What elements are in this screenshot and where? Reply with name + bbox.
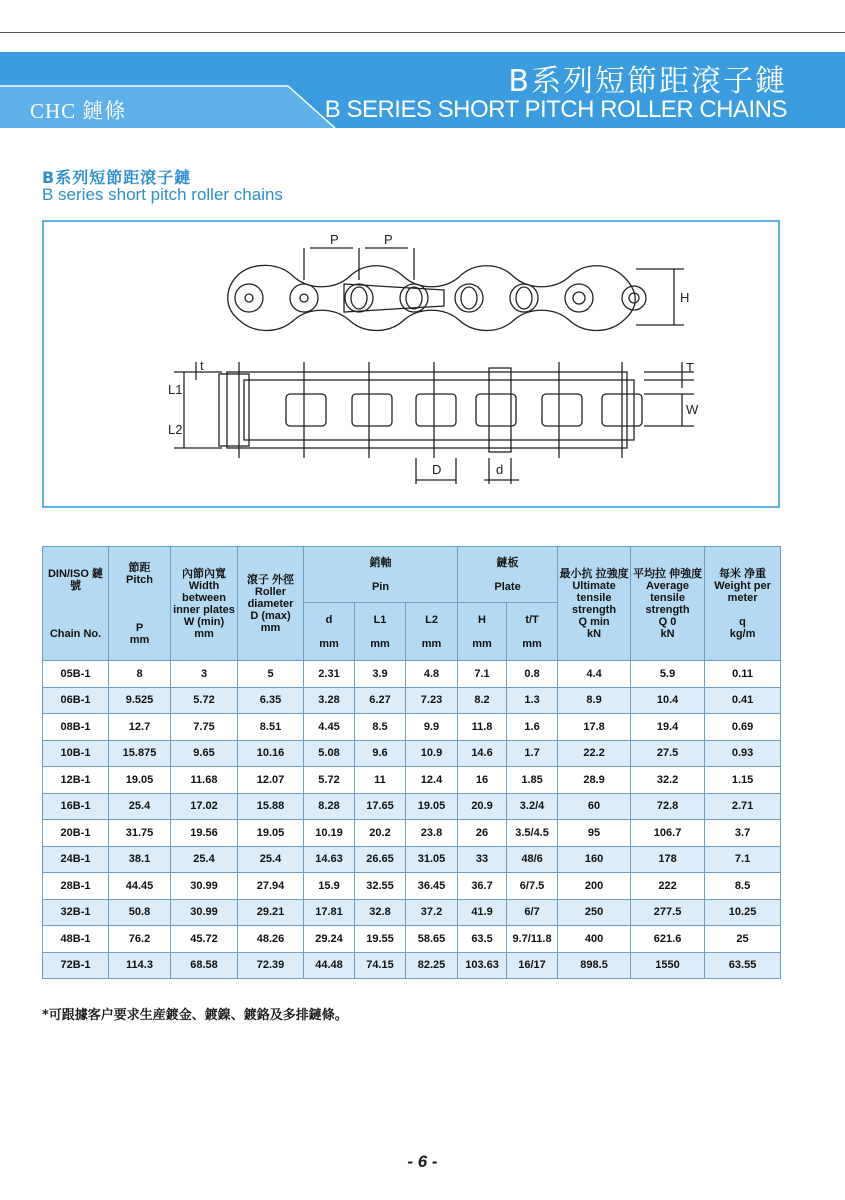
table-cell: 15.9 [304, 873, 355, 900]
table-cell: 36.45 [406, 873, 458, 900]
table-cell: 8.9 [558, 687, 631, 714]
table-cell: 32.55 [355, 873, 406, 900]
table-cell: 36.7 [458, 873, 507, 900]
table-row [43, 873, 781, 900]
footnote: *可跟據客户要求生産鍍金、鍍鎳、鍍鉻及多排鏈條。 [42, 1008, 348, 1023]
col-width: 內節內寬 Width between inner plates W (min) mm [171, 547, 238, 661]
table-cell: 23.8 [406, 820, 458, 847]
col-plate-h: H mm [458, 603, 507, 661]
table-cell: 16/17 [507, 952, 558, 979]
table-cell: 1.15 [705, 767, 781, 794]
col-avg-strength: 平均拉 伸強度 Average tensile strength Q 0 kN [631, 547, 705, 661]
table-cell: 3.7 [705, 820, 781, 847]
table-cell: 10.4 [631, 687, 705, 714]
table-cell: 4.4 [558, 661, 631, 688]
dim-label-p2: P [384, 232, 393, 247]
table-cell: 08B-1 [43, 714, 109, 741]
table-cell: 1550 [631, 952, 705, 979]
table-cell: 4.45 [304, 714, 355, 741]
table-cell: 6.35 [238, 687, 304, 714]
table-row [43, 820, 781, 847]
table-cell: 58.65 [406, 926, 458, 953]
table-cell: 7.23 [406, 687, 458, 714]
table-cell: 10.16 [238, 740, 304, 767]
table-row [43, 714, 781, 741]
col-plate-t: t/T mm [507, 603, 558, 661]
table-row [43, 899, 781, 926]
table-cell: 9.6 [355, 740, 406, 767]
table-cell: 17.02 [171, 793, 238, 820]
table-row [43, 767, 781, 794]
table-cell: 200 [558, 873, 631, 900]
table-cell: 250 [558, 899, 631, 926]
table-cell: 63.55 [705, 952, 781, 979]
table-cell: 05B-1 [43, 661, 109, 688]
table-cell: 72.8 [631, 793, 705, 820]
table-cell: 8.2 [458, 687, 507, 714]
table-cell: 5.9 [631, 661, 705, 688]
table-cell: 10B-1 [43, 740, 109, 767]
brand-label: CHC 鏈條 [30, 99, 127, 123]
dim-label-d: d [496, 462, 504, 477]
col-pin-l1: L1 mm [355, 603, 406, 661]
table-cell: 48.26 [238, 926, 304, 953]
table-cell: 3.9 [355, 661, 406, 688]
table-cell: 3 [171, 661, 238, 688]
table-cell: 160 [558, 846, 631, 873]
table-cell: 32.8 [355, 899, 406, 926]
table-cell: 14.6 [458, 740, 507, 767]
table-cell: 6/7.5 [507, 873, 558, 900]
col-chain-no: DIN/ISO 鏈號 Chain No. [43, 547, 109, 661]
table-row [43, 846, 781, 873]
table-cell: 12.7 [109, 714, 171, 741]
table-cell: 12.07 [238, 767, 304, 794]
table-cell: 44.45 [109, 873, 171, 900]
table-cell: 19.4 [631, 714, 705, 741]
table-cell: 17.8 [558, 714, 631, 741]
spec-table-body [43, 661, 781, 979]
table-cell: 11 [355, 767, 406, 794]
table-cell: 3.28 [304, 687, 355, 714]
table-cell: 16B-1 [43, 793, 109, 820]
table-cell: 0.11 [705, 661, 781, 688]
table-cell: 27.5 [631, 740, 705, 767]
dim-label-w: W [686, 402, 699, 417]
table-cell: 20.9 [458, 793, 507, 820]
table-cell: 8.51 [238, 714, 304, 741]
dim-label-l2: L2 [168, 422, 183, 437]
table-cell: 14.63 [304, 846, 355, 873]
table-cell: 15.875 [109, 740, 171, 767]
table-cell: 25 [705, 926, 781, 953]
table-cell: 17.81 [304, 899, 355, 926]
table-cell: 32B-1 [43, 899, 109, 926]
table-cell: 25.4 [109, 793, 171, 820]
table-cell: 106.7 [631, 820, 705, 847]
table-cell: 6.27 [355, 687, 406, 714]
table-cell: 24B-1 [43, 846, 109, 873]
table-cell: 5 [238, 661, 304, 688]
table-cell: 8.5 [705, 873, 781, 900]
table-cell: 29.24 [304, 926, 355, 953]
table-cell: 72B-1 [43, 952, 109, 979]
table-cell: 37.2 [406, 899, 458, 926]
table-cell: 26.65 [355, 846, 406, 873]
table-cell: 7.1 [458, 661, 507, 688]
header-title-en: B SERIES SHORT PITCH ROLLER CHAINS [324, 96, 787, 123]
table-row [43, 793, 781, 820]
table-cell: 31.75 [109, 820, 171, 847]
table-cell: 10.9 [406, 740, 458, 767]
table-cell: 10.25 [705, 899, 781, 926]
table-cell: 5.72 [304, 767, 355, 794]
table-cell: 06B-1 [43, 687, 109, 714]
table-cell: 31.05 [406, 846, 458, 873]
table-cell: 114.3 [109, 952, 171, 979]
top-rule [0, 32, 845, 33]
table-cell: 20.2 [355, 820, 406, 847]
table-cell: 38.1 [109, 846, 171, 873]
table-cell: 2.31 [304, 661, 355, 688]
table-cell: 1.7 [507, 740, 558, 767]
table-cell: 3.5/4.5 [507, 820, 558, 847]
table-cell: 74.15 [355, 952, 406, 979]
table-cell: 68.58 [171, 952, 238, 979]
table-cell: 1.3 [507, 687, 558, 714]
dim-label-t: t [200, 358, 204, 373]
table-cell: 26 [458, 820, 507, 847]
table-cell: 10.19 [304, 820, 355, 847]
dim-label-D: D [432, 462, 442, 477]
table-cell: 0.41 [705, 687, 781, 714]
table-cell: 30.99 [171, 873, 238, 900]
dim-label-l1: L1 [168, 382, 183, 397]
table-cell: 5.72 [171, 687, 238, 714]
page-number: - 6 - [407, 1152, 438, 1171]
table-cell: 22.2 [558, 740, 631, 767]
section-title-cn: B系列短節距滾子鏈 [42, 168, 192, 187]
table-cell: 25.4 [171, 846, 238, 873]
col-pin-l2: L2 mm [406, 603, 458, 661]
table-cell: 898.5 [558, 952, 631, 979]
table-cell: 0.8 [507, 661, 558, 688]
table-cell: 19.05 [406, 793, 458, 820]
table-cell: 41.9 [458, 899, 507, 926]
table-cell: 178 [631, 846, 705, 873]
table-cell: 82.25 [406, 952, 458, 979]
table-cell: 72.39 [238, 952, 304, 979]
table-cell: 19.55 [355, 926, 406, 953]
header-title-cn: B系列短節距滾子鏈 [508, 64, 787, 99]
table-cell: 103.63 [458, 952, 507, 979]
table-cell: 44.48 [304, 952, 355, 979]
table-cell: 1.85 [507, 767, 558, 794]
table-cell: 28B-1 [43, 873, 109, 900]
table-cell: 50.8 [109, 899, 171, 926]
spec-table [42, 546, 781, 979]
table-cell: 19.56 [171, 820, 238, 847]
table-cell: 8.5 [355, 714, 406, 741]
table-cell: 9.9 [406, 714, 458, 741]
table-cell: 400 [558, 926, 631, 953]
table-cell: 20B-1 [43, 820, 109, 847]
col-weight: 每米 净重 Weight per meter q kg/m [705, 547, 781, 661]
table-cell: 0.69 [705, 714, 781, 741]
table-cell: 19.05 [109, 767, 171, 794]
table-cell: 45.72 [171, 926, 238, 953]
table-cell: 25.4 [238, 846, 304, 873]
table-cell: 1.6 [507, 714, 558, 741]
table-cell: 5.08 [304, 740, 355, 767]
table-cell: 2.71 [705, 793, 781, 820]
col-pin-d: d mm [304, 603, 355, 661]
table-cell: 95 [558, 820, 631, 847]
table-row [43, 740, 781, 767]
dim-label-h: H [680, 290, 690, 305]
table-cell: 621.6 [631, 926, 705, 953]
table-cell: 11.68 [171, 767, 238, 794]
table-cell: 12B-1 [43, 767, 109, 794]
col-roller: 滾子 外徑 Roller diameter D (max) mm [238, 547, 304, 661]
table-cell: 9.7/11.8 [507, 926, 558, 953]
table-cell: 19.05 [238, 820, 304, 847]
table-row [43, 926, 781, 953]
table-cell: 29.21 [238, 899, 304, 926]
table-cell: 7.75 [171, 714, 238, 741]
dim-label-p1: P [330, 232, 339, 247]
table-cell: 12.4 [406, 767, 458, 794]
chain-diagram [42, 220, 780, 508]
table-cell: 48B-1 [43, 926, 109, 953]
table-cell: 8.28 [304, 793, 355, 820]
table-cell: 0.93 [705, 740, 781, 767]
table-cell: 222 [631, 873, 705, 900]
table-cell: 15.88 [238, 793, 304, 820]
table-cell: 60 [558, 793, 631, 820]
col-pin: 銷軸 Pin [304, 547, 458, 603]
dim-label-T: T [686, 360, 694, 375]
table-row [43, 952, 781, 979]
table-cell: 7.1 [705, 846, 781, 873]
table-cell: 30.99 [171, 899, 238, 926]
table-cell: 48/6 [507, 846, 558, 873]
table-cell: 27.94 [238, 873, 304, 900]
table-cell: 63.5 [458, 926, 507, 953]
table-cell: 32.2 [631, 767, 705, 794]
col-plate: 鏈板 Plate [458, 547, 558, 603]
table-cell: 6/7 [507, 899, 558, 926]
col-uts: 最小抗 拉強度 Ultimate tensile strength Q min kN [558, 547, 631, 661]
table-cell: 9.525 [109, 687, 171, 714]
table-cell: 76.2 [109, 926, 171, 953]
table-cell: 8 [109, 661, 171, 688]
table-cell: 17.65 [355, 793, 406, 820]
table-cell: 33 [458, 846, 507, 873]
table-cell: 9.65 [171, 740, 238, 767]
table-cell: 16 [458, 767, 507, 794]
col-pitch: 節距 Pitch P mm [109, 547, 171, 661]
table-row [43, 687, 781, 714]
table-cell: 11.8 [458, 714, 507, 741]
section-title-en: B series short pitch roller chains [42, 185, 283, 204]
table-row [43, 661, 781, 688]
table-cell: 3.2/4 [507, 793, 558, 820]
table-cell: 4.8 [406, 661, 458, 688]
table-cell: 28.9 [558, 767, 631, 794]
chain-diagram-drawing [44, 222, 778, 506]
table-cell: 277.5 [631, 899, 705, 926]
